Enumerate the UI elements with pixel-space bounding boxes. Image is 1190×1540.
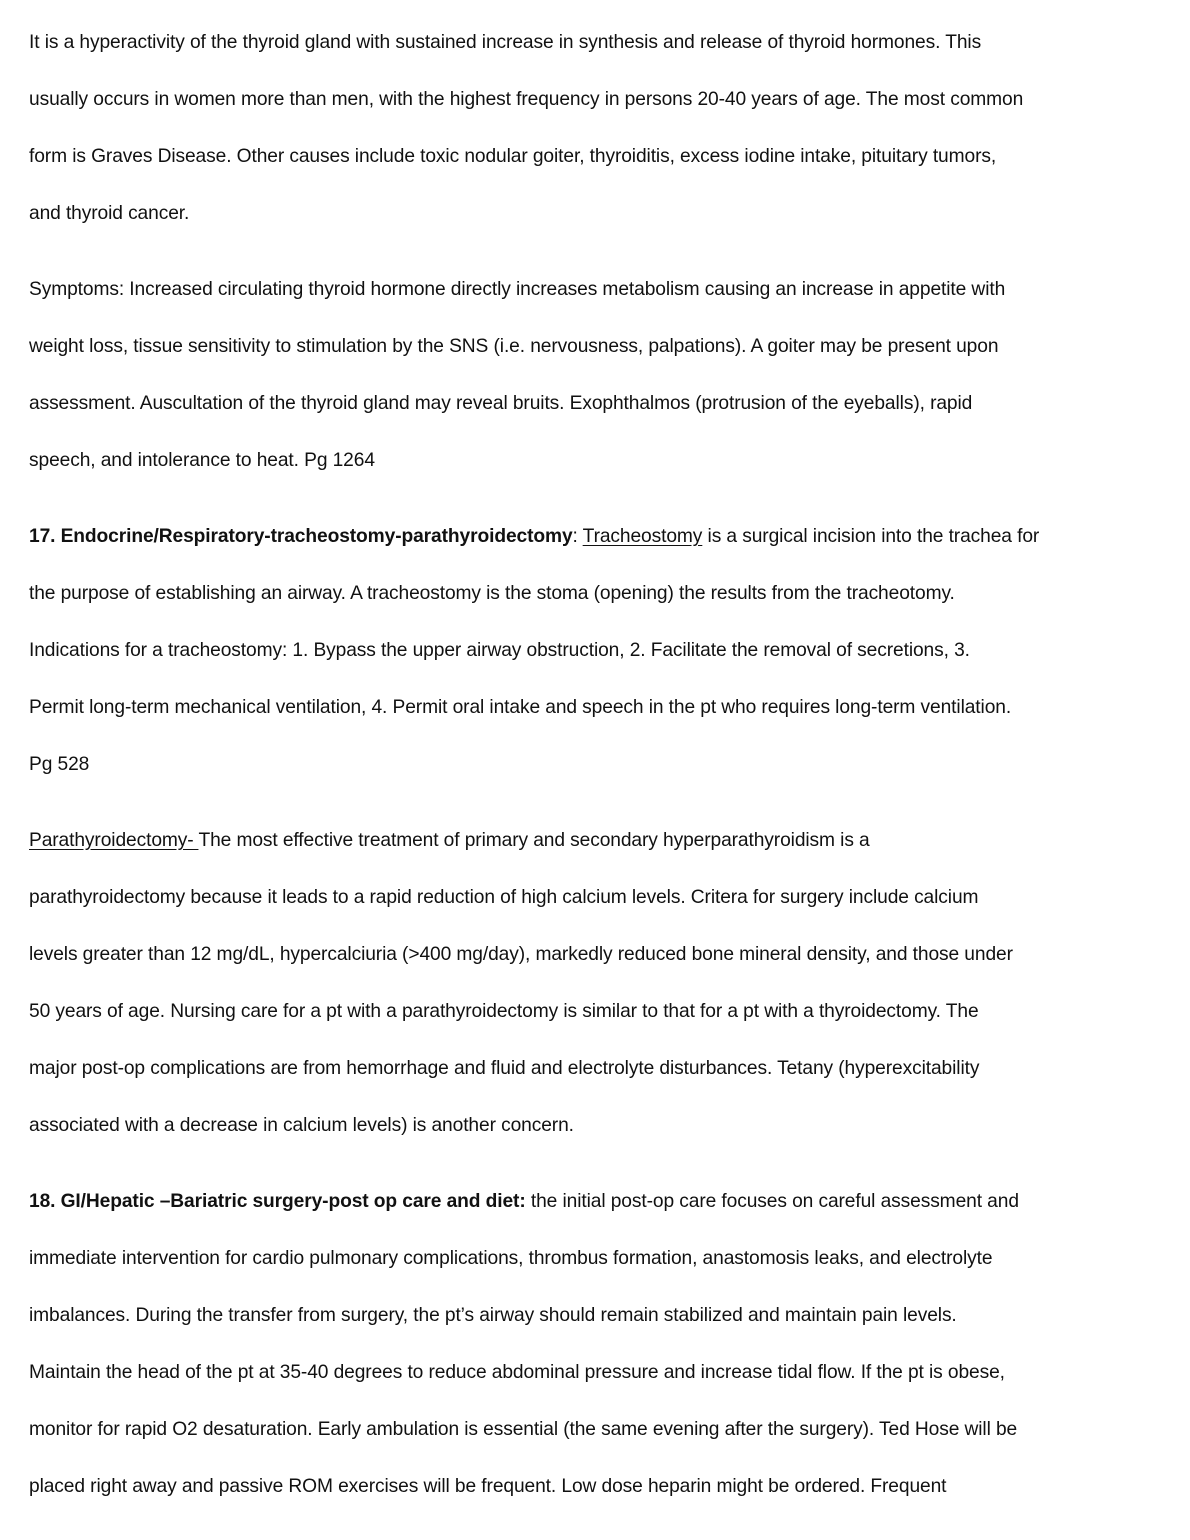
text-line: 50 years of age. Nursing care for a pt with a parathyroidectomy is similar to that for a pt with a thyroidectomy. The (29, 1001, 979, 1022)
text-line: assessment. Auscultation of the thyroid gland may reveal bruits. Exophthalmos (protrusion of the eyeballs), rapid (29, 393, 973, 414)
section-18-bariatric-surgery (29, 1173, 1169, 1515)
text-line: imbalances. During the transfer from surgery, the pt’s airway should remain stabilized and maintain pain levels. (29, 1305, 957, 1326)
text-run: the initial post-op care focuses on careful assessment and (525, 1191, 1019, 1212)
paragraph-spacer (29, 793, 1169, 812)
term-tracheostomy: Tracheostomy (582, 526, 703, 547)
text-line: Pg 528 (29, 754, 90, 775)
text-line: levels greater than 12 mg/dL, hypercalciuria (>400 mg/day), markedly reduced bone mineral density, and those under (29, 944, 1013, 965)
document-page (29, 14, 1169, 1515)
text-line: usually occurs in women more than men, with the highest frequency in persons 20-40 years of age. The most common (29, 89, 1024, 110)
paragraph-parathyroidectomy (29, 812, 1169, 1154)
text-line: monitor for rapid O2 desaturation. Early ambulation is essential (the same evening after the surgery). Ted Hose will be (29, 1419, 1018, 1440)
section-heading: 17. Endocrine/Respiratory-tracheostomy-parathyroidectomy (29, 526, 573, 547)
text-line: speech, and intolerance to heat. Pg 1264 (29, 450, 375, 471)
text-line: immediate intervention for cardio pulmonary complications, thrombus formation, anastomosis leaks, and electrolyte (29, 1248, 993, 1269)
text-line: associated with a decrease in calcium levels) is another concern. (29, 1115, 574, 1136)
text-line: It is a hyperactivity of the thyroid gland with sustained increase in synthesis and release of thyroid hormones. This (29, 32, 982, 53)
text-line: parathyroidectomy because it leads to a rapid reduction of high calcium levels. Critera for surgery include calcium (29, 887, 979, 908)
paragraph-symptoms (29, 261, 1169, 489)
text-line (29, 812, 1169, 869)
section-17-tracheostomy (29, 508, 1169, 793)
term-parathyroidectomy: Parathyroidectomy- (29, 830, 199, 851)
heading-colon: : (572, 526, 583, 547)
text-line: weight loss, tissue sensitivity to stimulation by the SNS (i.e. nervousness, palpations). A goiter may be present upon (29, 336, 999, 357)
text-line: major post-op complications are from hemorrhage and fluid and electrolyte disturbances. Tetany (hyperexcitability (29, 1058, 980, 1079)
paragraph-spacer (29, 1154, 1169, 1173)
text-line: Maintain the head of the pt at 35-40 degrees to reduce abdominal pressure and increase tidal flow. If the pt is obese, (29, 1362, 1005, 1383)
text-line: form is Graves Disease. Other causes include toxic nodular goiter, thyroiditis, excess iodine intake, pituitary tumors, (29, 146, 997, 167)
text-line: placed right away and passive ROM exercises will be frequent. Low dose heparin might be ordered. Frequent (29, 1476, 947, 1497)
text-line: Indications for a tracheostomy: 1. Bypass the upper airway obstruction, 2. Facilitate the removal of secretions, 3. (29, 640, 970, 661)
text-run: The most effective treatment of primary and secondary hyperparathyroidism is a (198, 830, 870, 851)
paragraph-spacer (29, 242, 1169, 261)
text-line: Symptoms: Increased circulating thyroid hormone directly increases metabolism causing an increase in appetite with (29, 279, 1006, 300)
text-line: Permit long-term mechanical ventilation, 4. Permit oral intake and speech in the pt who requires long-term ventilation. (29, 697, 1012, 718)
section-heading: 18. GI/Hepatic –Bariatric surgery-post op care and diet: (29, 1191, 526, 1212)
text-line: and thyroid cancer. (29, 203, 190, 224)
text-run: is a surgical incision into the trachea for (702, 526, 1040, 547)
paragraph-spacer (29, 489, 1169, 508)
text-line (29, 508, 1169, 565)
text-line (29, 1173, 1169, 1230)
text-line: the purpose of establishing an airway. A tracheostomy is the stoma (opening) the results from the tracheotomy. (29, 583, 955, 604)
paragraph-hyperthyroidism-definition (29, 14, 1169, 242)
